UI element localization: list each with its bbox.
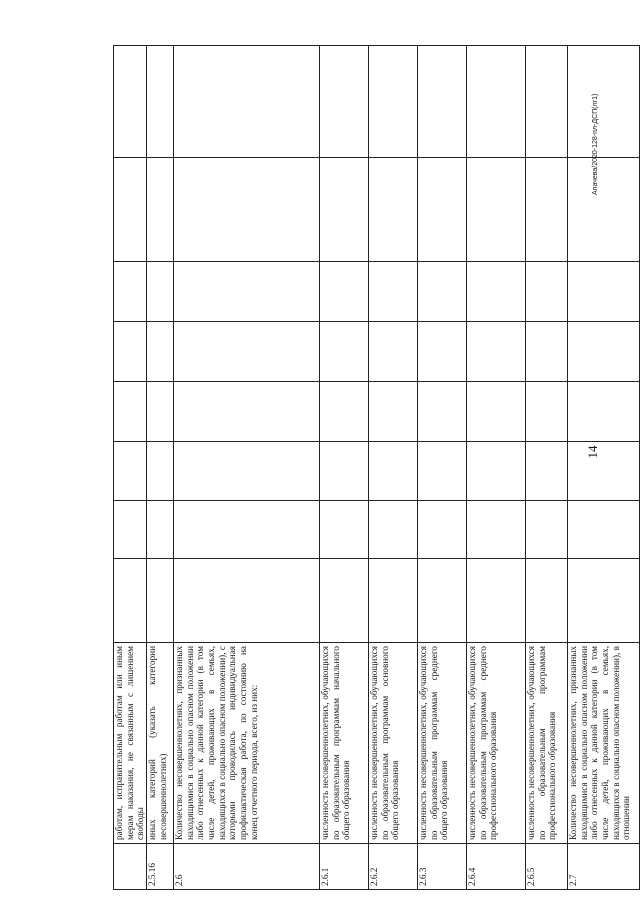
row-number: 2.7 bbox=[568, 844, 640, 890]
value-cell bbox=[467, 322, 526, 382]
value-cell bbox=[568, 442, 640, 501]
row-number bbox=[114, 844, 147, 890]
row-text: численность несовершеннолетних, обучающихся по образовательным программам основного общего образования bbox=[369, 643, 418, 844]
row-text: Количество несовершеннолетних, признанных находящимися в социально опасном положении либо отнесенных к данной категории (в том числе детей, проживающих в семьях, находящихся в социально опасном положении), в отношении bbox=[568, 643, 640, 844]
table-row bbox=[369, 46, 418, 890]
value-cell bbox=[418, 442, 467, 501]
value-cell bbox=[369, 559, 418, 643]
table-row bbox=[147, 46, 174, 890]
value-cell bbox=[320, 501, 369, 559]
row-number: 2.6.3 bbox=[418, 844, 467, 890]
value-cell bbox=[320, 322, 369, 382]
table-row bbox=[174, 46, 320, 890]
value-cell bbox=[320, 46, 369, 158]
value-cell bbox=[568, 322, 640, 382]
value-cell bbox=[114, 382, 147, 442]
table-row bbox=[114, 46, 147, 890]
value-cell bbox=[320, 262, 369, 322]
value-cell bbox=[526, 262, 568, 322]
value-cell bbox=[174, 501, 320, 559]
value-cell bbox=[320, 442, 369, 501]
row-number: 2.5.16 bbox=[147, 844, 174, 890]
table-row bbox=[418, 46, 467, 890]
value-cell bbox=[568, 262, 640, 322]
page-number: 14 bbox=[585, 445, 600, 459]
value-cell bbox=[568, 46, 640, 158]
row-text: работам, исправительным работам или иным мерам наказания, не связанным с лишением свободы bbox=[114, 643, 147, 844]
value-cell bbox=[147, 559, 174, 643]
value-cell bbox=[467, 559, 526, 643]
row-text: численность несовершеннолетних, обучающихся по образовательным программам начального общего образования bbox=[320, 643, 369, 844]
value-cell bbox=[147, 442, 174, 501]
value-cell bbox=[174, 559, 320, 643]
value-cell bbox=[114, 158, 147, 262]
value-cell bbox=[526, 158, 568, 262]
value-cell bbox=[418, 46, 467, 158]
row-number: 2.6.5 bbox=[526, 844, 568, 890]
value-cell bbox=[147, 158, 174, 262]
value-cell bbox=[114, 501, 147, 559]
value-cell bbox=[369, 158, 418, 262]
value-cell bbox=[526, 322, 568, 382]
value-cell bbox=[174, 322, 320, 382]
document-reference: Апачева/2020-128-пл-ДСП(лг1) bbox=[592, 93, 599, 195]
value-cell bbox=[467, 158, 526, 262]
value-cell bbox=[526, 46, 568, 158]
value-cell bbox=[114, 559, 147, 643]
value-cell bbox=[526, 442, 568, 501]
value-cell bbox=[369, 46, 418, 158]
value-cell bbox=[568, 501, 640, 559]
value-cell bbox=[467, 46, 526, 158]
value-cell bbox=[467, 382, 526, 442]
table-row bbox=[568, 46, 640, 890]
value-cell bbox=[174, 262, 320, 322]
value-cell bbox=[526, 501, 568, 559]
value-cell bbox=[369, 262, 418, 322]
value-cell bbox=[320, 559, 369, 643]
value-cell bbox=[147, 501, 174, 559]
value-cell bbox=[369, 501, 418, 559]
value-cell bbox=[418, 262, 467, 322]
row-number: 2.6.2 bbox=[369, 844, 418, 890]
value-cell bbox=[418, 158, 467, 262]
row-text: численность несовершеннолетних, обучающихся по образовательным программам среднего общего образования bbox=[418, 643, 467, 844]
value-cell bbox=[467, 501, 526, 559]
value-cell bbox=[320, 158, 369, 262]
value-cell bbox=[147, 46, 174, 158]
value-cell bbox=[467, 442, 526, 501]
value-cell bbox=[114, 442, 147, 501]
value-cell bbox=[568, 158, 640, 262]
value-cell bbox=[320, 382, 369, 442]
value-cell bbox=[114, 322, 147, 382]
table-row bbox=[320, 46, 369, 890]
value-cell bbox=[369, 442, 418, 501]
row-text: иных категорий (указать категории несовершеннолетних) bbox=[147, 643, 174, 844]
report-table bbox=[113, 45, 640, 890]
value-cell bbox=[147, 322, 174, 382]
value-cell bbox=[369, 322, 418, 382]
value-cell bbox=[114, 46, 147, 158]
value-cell bbox=[369, 382, 418, 442]
value-cell bbox=[174, 158, 320, 262]
value-cell bbox=[418, 382, 467, 442]
value-cell bbox=[174, 442, 320, 501]
value-cell bbox=[418, 559, 467, 643]
row-text: численность несовершеннолетних, обучающихся по образовательным программам профессионального образования bbox=[526, 643, 568, 844]
row-text: Количество несовершеннолетних, признанных находящимися в социально опасном положении либо отнесенных к данной категории (в том числе детей, проживающих в семьях, находящихся в социально опасном положении), с которыми проводилась индивидуальная профилактическая работа, по состоянию на конец отчетного периода, всего, из них: bbox=[174, 643, 320, 844]
value-cell bbox=[174, 382, 320, 442]
value-cell bbox=[568, 559, 640, 643]
value-cell bbox=[568, 382, 640, 442]
row-text: численность несовершеннолетних, обучающихся по образовательным программам среднего профессионального образования bbox=[467, 643, 526, 844]
value-cell bbox=[114, 262, 147, 322]
value-cell bbox=[526, 382, 568, 442]
value-cell bbox=[467, 262, 526, 322]
value-cell bbox=[147, 382, 174, 442]
row-number: 2.6.4 bbox=[467, 844, 526, 890]
row-number: 2.6.1 bbox=[320, 844, 369, 890]
value-cell bbox=[174, 46, 320, 158]
value-cell bbox=[526, 559, 568, 643]
value-cell bbox=[418, 322, 467, 382]
table-row bbox=[526, 46, 568, 890]
table-row bbox=[467, 46, 526, 890]
row-number: 2.6 bbox=[174, 844, 320, 890]
value-cell bbox=[418, 501, 467, 559]
value-cell bbox=[147, 262, 174, 322]
